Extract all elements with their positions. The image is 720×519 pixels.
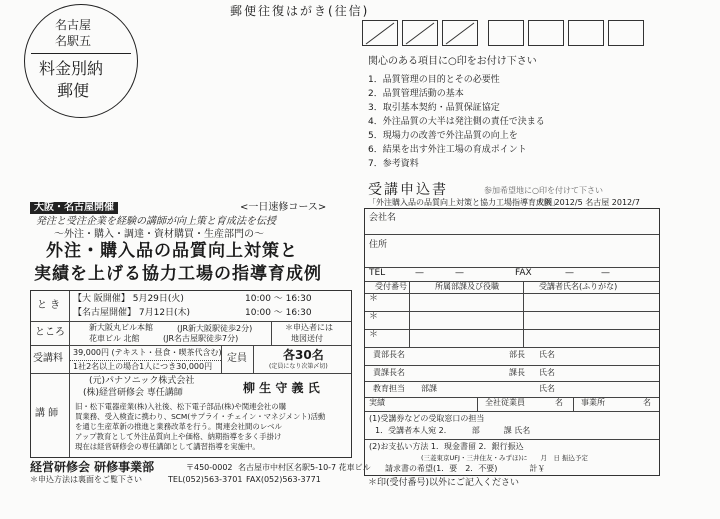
invoice-request[interactable]: 請求書の希望(1．要 2．不要) 計￥ [385,464,546,473]
real-employees-unit: 名 [555,398,563,407]
time-label: と き [37,300,61,311]
fee-group: 1社2名以上の場合1人につき30,000円 [73,362,213,371]
capacity-value: 各30名 [283,348,324,362]
company-field[interactable] [405,211,655,231]
interest-item[interactable]: 5．現場力の改善で外注品質の向上を [368,131,518,141]
star-mark: ＊ [369,312,379,322]
osaka-access: (JR新大阪駅徒歩2分) [177,324,253,333]
place-label: ところ [35,327,65,338]
seminar-title-line2: 実績を上げる協力工場の指導育成例 [34,264,322,284]
lecturer-bio-line: 旧・松下電器産業(株)入社後、松下電子部品(株)や関連会社の購 [75,402,287,411]
fax-separator: — [565,268,574,278]
interest-item[interactable]: 4．外注品質の大半は発注側の責任で決まる [368,117,545,127]
receipt-options[interactable]: 1．受講者本人宛 2． 部 課 氏名 [375,426,531,435]
manager-field[interactable] [415,349,655,363]
tel-separator: — [415,268,424,278]
interest-item[interactable]: 7．参考資料 [368,159,419,169]
manager-role: 部長 [509,350,525,359]
postcard-header: 郵便往復はがき(往信) [230,4,370,18]
capacity-note: (定員になり次第〆切) [269,363,328,370]
payment-bank[interactable]: (三菱東京UFJ・三井住友・みずほ)に 月 日 振込予定 [421,454,589,462]
training-contact-field[interactable] [445,383,655,395]
stamp-area-line2: 名駅五 [55,34,92,48]
training-contact-role: 部課 [421,384,437,393]
nagoya-access: (JR名古屋駅徒歩7分) [163,334,239,343]
interest-heading: 関心のある項目に○印をお付け下さい [368,56,537,67]
address-label: 住所 [369,240,388,250]
fax-separator: — [601,268,610,278]
postage-stamp-mark [24,4,138,118]
star-mark: ＊ [369,294,379,304]
form-footer-note: ＊印(受付番号)以外にご記入ください [368,478,520,488]
lecturer-association: (株)経営研修会 専任講師 [83,388,183,398]
nagoya-date: 【名古屋開催】 7月12日(木) [73,308,191,318]
fee-main: 39,000円 (テキスト・昼食・喫茶代含む) [73,348,222,357]
form-course-name: 「外注購入品の品質向上対策と協力工場指導育成例」 [368,198,560,207]
seminar-subtitle: ～外注・購入・調達・資材購買・生産部門の～ [54,229,264,240]
section-chief-name-label: 氏名 [539,368,555,377]
manager-name-label: 氏名 [539,350,555,359]
organizer-tel: TEL(052)563-3701 [168,475,243,484]
form-hint: 参加希望地に○印を付けて下さい [484,186,603,195]
stamp-fee-line1: 料金別納 [39,59,104,78]
manager-label: 責部長名 [373,350,405,359]
organizer-fax: FAX(052)563-3771 [246,475,321,484]
interest-item[interactable]: 3．取引基本契約・品質保証協定 [368,103,500,113]
organizer-address: 名古屋市中村区名駅5-10-7 花車ビル [238,463,371,472]
col-dept: 所属部課及び役職 [435,282,499,291]
form-title: 受講申込書 [368,182,448,198]
fee-label: 受講料 [33,353,63,364]
interest-item[interactable]: 2．品質管理活動の基本 [368,89,464,99]
interest-item[interactable]: 6．結果を出す外注工場の育成ポイント [368,145,527,155]
tel-field[interactable] [387,268,507,280]
stamp-area-line1: 名古屋 [55,18,92,32]
osaka-time: 10:00 ～ 16:30 [245,294,312,304]
lecturer-bio-line: 現在は経営研修会の専任講師として講習指導を実施中。 [75,442,260,451]
col-reception-no: 受付番号 [375,282,407,291]
map-note-line2: 地図送付 [291,334,323,343]
stamp-fee-line2: 郵便 [57,81,90,100]
payment-question[interactable]: (2)お支払い方法 1．現金書留 2．銀行振込 [369,442,524,451]
receipt-question: (1)受講券などの受取窓口の担当 [369,414,485,423]
nagoya-time: 10:00 ～ 16:30 [245,308,312,318]
training-contact-label: 教育担当 [373,384,405,393]
star-mark: ＊ [369,330,379,340]
training-contact-name-label: 氏名 [539,384,555,393]
real-offices-label: 事業所 [581,398,605,407]
lecturer-bio-line: 買業務、受入検査に携わり、SCM(サプライ・チェイン・マネジメント)活動 [75,412,326,421]
seminar-badge: 大阪・名古屋開催 [30,202,118,214]
seminar-title-line1: 外注・購入品の品質向上対策と [46,241,298,261]
seminar-details-table [30,290,352,458]
organizer-name: 経営研修会 研修事業部 [30,460,155,474]
real-employees-label: 全社従業員 [485,398,525,407]
lecturer-bio-line: アップ教育として外注品質向上や価格、納期指導を多く手掛け [75,432,282,441]
application-note: ＊申込方法は裏面をご覧下さい [30,475,142,484]
section-chief-role: 課長 [509,368,525,377]
attendee-row-2[interactable] [411,313,657,327]
col-attendee-name: 受講者氏名(ふりがな) [539,282,618,291]
seminar-course-type: <一日速修コース> [240,202,327,213]
section-chief-label: 責課長名 [373,368,405,377]
lecturer-company: (元)パナソニック株式会社 [89,376,195,386]
seminar-lead: 発注と受注企業を経験の講師が向上策と育成法を伝授 [36,216,276,227]
real-offices-unit: 名 [643,398,651,407]
tel-label: TEL [369,268,386,278]
company-label: 会社名 [369,213,397,223]
application-form [364,208,660,476]
real-label: 実績 [369,398,385,407]
osaka-date: 【大 阪開催】 5月29日(火) [73,294,184,304]
osaka-venue: 新大阪丸ビル本館 [89,323,153,332]
organizer-zip: 〒450-0002 [186,463,233,472]
map-note-line1: ＊申込者には [285,323,333,332]
attendee-row-1[interactable] [411,295,657,309]
fax-field[interactable] [541,268,651,280]
nagoya-venue: 花車ビル 北館 [89,334,140,343]
lecturer-label: 講 師 [35,408,59,419]
capacity-label: 定員 [227,353,247,364]
section-chief-field[interactable] [415,367,655,379]
tel-separator: — [455,268,464,278]
fax-label: FAX [515,268,532,278]
address-field[interactable] [405,237,655,263]
interest-item[interactable]: 1．品質管理の目的とその必要性 [368,75,500,85]
lecturer-name: 柳 生 守 義 氏 [243,381,320,395]
attendee-row-3[interactable] [411,331,657,345]
lecturer-bio-line: を通じ生産革新の推進と業務改革を行う。関連会社間のレベル [75,422,282,431]
form-places[interactable]: 大阪 2012/5 名古屋 2012/7 [536,198,640,207]
